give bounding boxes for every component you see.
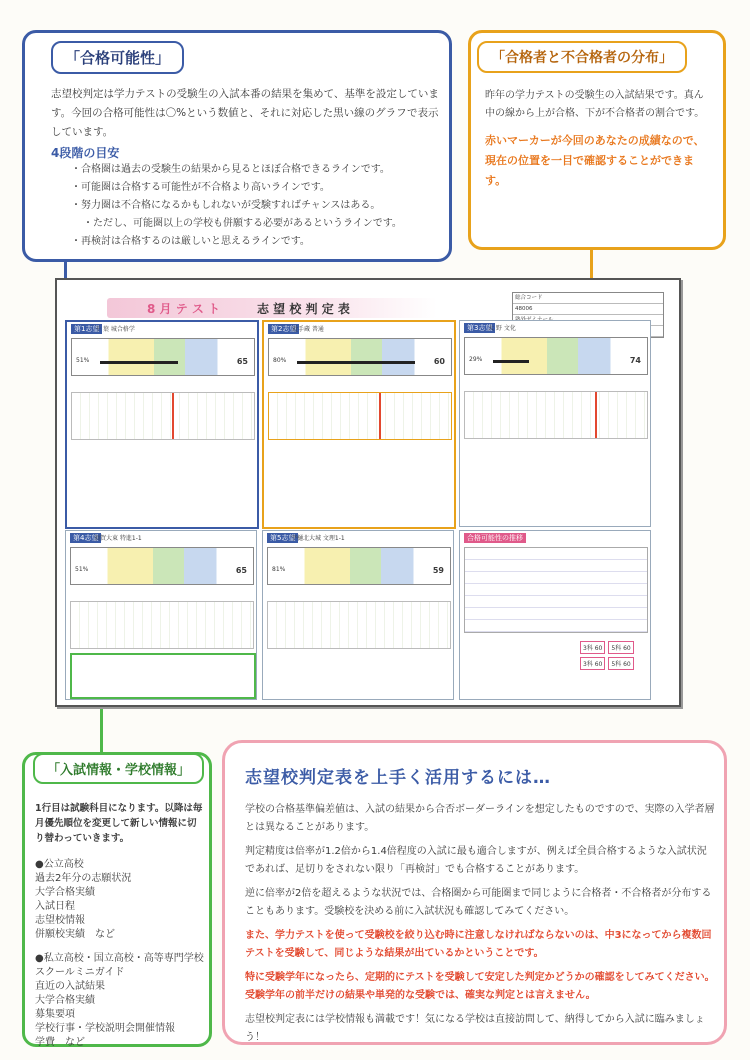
passing-possibility-intro: 志望校判定は学力テストの受験生の入試本番の結果を集めて、基準を設定しています。今回の合格可能性は〇%という数値と、それに対応した黒い線のグラフで表示しています。 <box>51 88 439 138</box>
distribution-histogram <box>268 392 452 440</box>
info-row: 総合コード <box>513 293 663 304</box>
choice-tag: 第2志望 <box>268 324 299 334</box>
sheet-title: 志 望 校 判 定 表 <box>257 302 350 316</box>
deviation-value: 59 <box>432 566 444 575</box>
judgement-sheet-image <box>55 278 681 707</box>
choice-school: 宇樋北大城 文理1-1 <box>291 535 345 542</box>
private-item: 学費 など <box>35 1037 85 1048</box>
stage-item: ・ 合格圏は過去の受験生の結果から見るとほぼ合格できるラインです。 <box>71 161 441 179</box>
passing-possibility-header: 「合格可能性」 <box>51 41 184 74</box>
info-row: 48006 <box>513 304 663 315</box>
private-item: 募集要項 <box>35 1009 75 1020</box>
possibility-chart <box>267 547 451 585</box>
choice-school: 千 葉 城合格学 <box>95 326 135 333</box>
possibility-bar <box>100 361 178 364</box>
usage-tips-title: 志望校判定表を上手く活用するには… <box>245 768 551 788</box>
possibility-chart <box>464 337 648 375</box>
possibility-percent: 81% <box>272 566 286 573</box>
tip-paragraph: 判定精度は倍率が1.2倍から1.4倍程度の入試に最も適合しますが、例えば全員合格するような入試状況であれば、足切りをされない限り「再検討」でも合格することがあります。 <box>245 846 707 875</box>
distribution-header: 「合格者と不合格者の分布」 <box>477 41 687 73</box>
distribution-box <box>468 30 726 250</box>
side-scores <box>580 641 646 670</box>
exam-info-lead: 1行目は試験科目になります。以降は毎月優先順位を変更して新しい情報に切り替わっていきます。 <box>35 803 203 844</box>
stage-item: ・ 可能圏は合格する可能性が不合格より高いラインです。 <box>71 179 441 197</box>
distribution-histogram <box>267 601 451 649</box>
distribution-histogram <box>71 392 255 440</box>
choice-panel <box>65 320 259 529</box>
choice-panel <box>65 530 257 700</box>
sheet-test-name: 8 月 テ ス ト <box>147 302 221 316</box>
tip-paragraph: 逆に倍率が2倍を超えるような状況では、合格圏から可能圏まで同じように合格者・不合格者が分布することもあります。受験校を決める前に入試状況も確認してみてください。 <box>245 888 712 917</box>
trend-panel <box>459 530 651 700</box>
private-item: 直近の入試結果 <box>35 981 105 992</box>
public-item: 過去2年分の志願状況 <box>35 873 132 884</box>
distribution-histogram <box>464 391 648 439</box>
public-item: 併願校実績 など <box>35 929 115 940</box>
private-item: 学校行事・学校説明会開催情報 <box>35 1023 175 1034</box>
distribution-text: 昨年の学力テストの受験生の入試結果です。真ん中の線から上が合格、下が不合格者の割合です。 <box>485 90 705 119</box>
choice-school: 須賀大東 特進1-1 <box>94 535 142 542</box>
deviation-value: 65 <box>236 357 248 366</box>
warning-paragraph: また、学力テストを使って受験校を絞り込む時に注意しなければならないのは、中3になってから複数回テストを受験して、同じような結果が出ているかということです。 <box>245 930 712 959</box>
private-item: 大学合格実績 <box>35 995 95 1006</box>
choice-tag: 第4志望 <box>70 533 101 543</box>
choice-school: 近手蔵 普通 <box>292 326 324 333</box>
usage-tips-box <box>222 740 727 1045</box>
exam-info-header: 「入試情報・学校情報」 <box>33 753 204 784</box>
choice-school: 大 野 文化 <box>488 325 516 332</box>
possibility-percent: 51% <box>75 566 89 573</box>
choice-tag: 第3志望 <box>464 323 495 333</box>
stage-item: ・ ただし、可能圏以上の学校も併願する必要があるというラインです。 <box>71 215 441 233</box>
public-item: 大学合格実績 <box>35 887 95 898</box>
tip-paragraph: 学校の合格基準偏差値は、入試の結果から合否ボーダーラインを想定したものですので、実際の入学者層とは異なることがあります。 <box>245 804 715 833</box>
sheet-title-bar <box>107 298 437 318</box>
school-info-highlight <box>70 653 256 699</box>
choice-tag: 第5志望 <box>267 533 298 543</box>
passing-possibility-box <box>22 30 452 262</box>
public-title: ●公立高校 <box>35 859 84 870</box>
possibility-chart <box>268 338 452 376</box>
possibility-chart <box>70 547 254 585</box>
stage-list <box>51 161 441 251</box>
private-title: ●私立高校・国立高校・高等専門学校 <box>35 953 204 964</box>
connector-line <box>100 703 103 753</box>
trend-tag: 合格可能性の推移 <box>464 533 526 543</box>
choice-panel <box>262 320 456 529</box>
stage-item: ・ 再検討は合格するのは厳しいと思えるラインです。 <box>71 233 441 251</box>
deviation-value: 65 <box>235 566 247 575</box>
deviation-value: 74 <box>629 356 641 365</box>
possibility-percent: 51% <box>76 357 90 364</box>
public-item: 入試日程 <box>35 901 75 912</box>
private-item: スクールミニガイド <box>35 967 125 978</box>
possibility-percent: 80% <box>273 357 287 364</box>
exam-info-box <box>22 752 212 1047</box>
trend-table <box>464 547 648 633</box>
public-item: 志望校情報 <box>35 915 85 926</box>
closing-paragraph: 志望校判定表には学校情報も満載です！気になる学校は直接訪問して、納得してから入試に臨みましょう！ <box>245 1014 705 1043</box>
possibility-bar <box>297 361 415 364</box>
stage-item: ・ 努力圏は不合格になるかもしれないが受験すればチャンスはある。 <box>71 197 441 215</box>
score-box: 3科 60 <box>580 657 605 670</box>
four-stage-subtitle: 4段階の目安 <box>51 146 120 160</box>
score-box: 5科 60 <box>608 641 633 654</box>
score-box: 3科 60 <box>580 641 605 654</box>
distribution-highlight: 赤いマーカーが今回のあなたの成績なので、現在の位置を一目で確認することができます。 <box>485 134 705 187</box>
warning-paragraph: 特に受験学年になったら、定期的にテストを受験して安定した判定かどうかの確認をしてみてください。受験学年の前半だけの結果や単発的な受験では、確実な判定とは言えません。 <box>245 972 715 1001</box>
possibility-bar <box>493 360 529 363</box>
choice-tag: 第1志望 <box>71 324 102 334</box>
possibility-chart <box>71 338 255 376</box>
distribution-histogram <box>70 601 254 649</box>
score-box: 5科 60 <box>608 657 633 670</box>
possibility-percent: 29% <box>469 356 483 363</box>
choice-panel <box>459 320 651 527</box>
deviation-value: 60 <box>433 357 445 366</box>
choice-panel <box>262 530 454 700</box>
